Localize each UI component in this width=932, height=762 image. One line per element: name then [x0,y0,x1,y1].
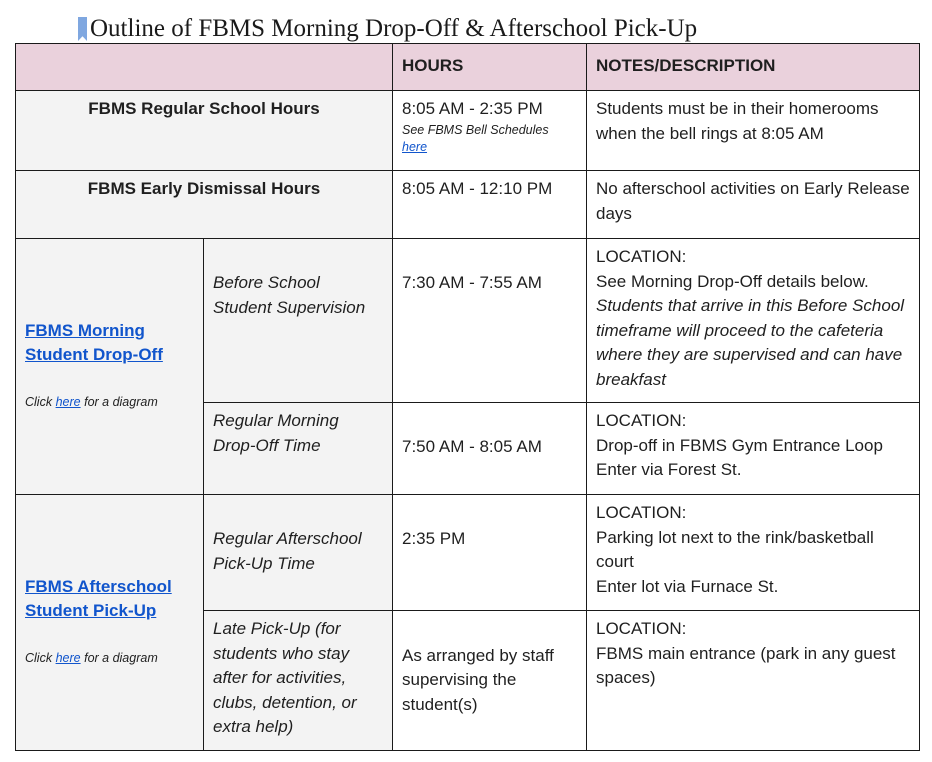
hours-value: 8:05 AM - 2:35 PM [402,99,543,118]
hours-cell: 8:05 AM - 12:10 PM [393,171,587,239]
notes-italic: Students that arrive in this Before School timeframe will proceed to the cafeteria where they are supervised and can have breakfast [596,296,905,389]
row-label: FBMS Regular School Hours [16,91,393,171]
notes-line: Drop-off in FBMS Gym Entrance Loop [596,435,883,455]
notes-cell [587,611,920,751]
bell-schedule-note: See FBMS Bell Schedules [402,122,549,137]
afterschool-diagram-link[interactable]: here [55,650,81,665]
notes-cell [587,495,920,611]
document-title: Outline of FBMS Morning Drop-Off & Afterschool Pick-Up [90,15,698,42]
hours-cell: 7:30 AM - 7:55 AM [393,239,587,403]
notes-cell [587,403,920,495]
morning-group-cell [16,239,204,495]
notes-cell [587,239,920,403]
click-prefix: Click [25,650,53,665]
row-label: Regular Afterschool Pick-Up Time [204,495,393,611]
morning-diagram-note [25,390,194,415]
bell-schedule-link[interactable]: here [402,139,428,154]
click-prefix: Click [25,394,53,409]
notes-line: See Morning Drop-Off details below. [596,271,869,291]
row-label: Regular Morning Drop-Off Time [204,403,393,495]
location-label: LOCATION: [596,411,687,430]
table-row-before-school [16,239,920,403]
afterschool-diagram-note [25,646,194,671]
notes-line: FBMS main entrance (park in any guest spaces) [596,643,896,687]
notes-line: Enter lot via Furnace St. [596,576,779,596]
header-notes: NOTES/DESCRIPTION [587,44,920,91]
location-label: LOCATION: [596,247,687,266]
table-row-afterschool-pickup [16,495,920,611]
document-title-wrap [78,13,697,43]
notes-cell: Students must be in their homerooms when the bell rings at 8:05 AM [587,91,920,171]
schedule-table [15,43,920,751]
notes-line: Enter via Forest St. [596,460,742,479]
click-suffix: for a diagram [84,394,158,409]
hours-cell [393,91,587,171]
notes-cell: No afterschool activities on Early Release days [587,171,920,239]
hours-cell: 7:50 AM - 8:05 AM [393,403,587,495]
location-label: LOCATION: [596,619,687,638]
row-label: Late Pick-Up (for students who stay after for activities, clubs, detention, or extra help) [204,611,393,751]
header-empty [16,44,393,91]
afterschool-pickup-link[interactable]: FBMS Afterschool Student Pick-Up [25,576,172,621]
morning-dropoff-link[interactable]: FBMS Morning Student Drop-Off [25,320,163,365]
bookmark-icon[interactable] [78,17,87,41]
row-label: Before School Student Supervision [204,239,393,403]
table-row-early-dismissal [16,171,920,239]
header-hours: HOURS [393,44,587,91]
morning-diagram-link[interactable]: here [55,394,81,409]
hours-cell: 2:35 PM [393,495,587,611]
header-row [16,44,920,91]
location-label: LOCATION: [596,503,687,522]
click-suffix: for a diagram [84,650,158,665]
afterschool-group-cell [16,495,204,751]
row-label: FBMS Early Dismissal Hours [16,171,393,239]
table-row-regular-hours [16,91,920,171]
notes-line: Parking lot next to the rink/basketball court [596,527,874,571]
hours-cell: As arranged by staff supervising the student(s) [393,611,587,751]
